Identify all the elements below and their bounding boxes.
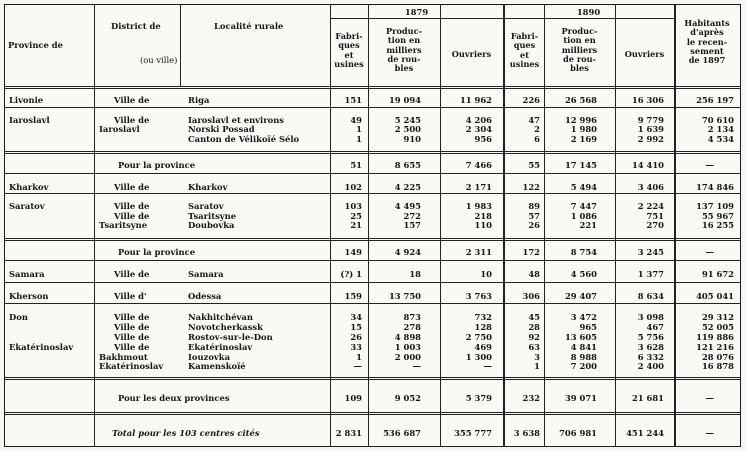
row-rule	[5, 377, 740, 378]
cell-habitants-1897: 55 967	[701, 211, 734, 221]
cell-ouvriers-1879: 11 962	[459, 95, 492, 105]
cell-ouvriers-1879: 128	[474, 322, 492, 332]
cell-fabriques-1879: 103	[344, 201, 362, 211]
cell-production-1890: 2 169	[570, 134, 597, 144]
row-rule	[5, 303, 740, 304]
cell-fabriques-1879: 51	[350, 160, 362, 170]
cell-ouvriers-1890: 8 634	[637, 291, 664, 301]
cell-habitants-1897: 16 255	[701, 220, 734, 230]
header-habitants: le recen-	[686, 36, 728, 47]
row-rule	[5, 412, 740, 413]
district-name: Ville de	[114, 312, 150, 322]
cell-habitants-1897: —	[705, 428, 714, 438]
cell-ouvriers-1890: 14 410	[631, 160, 664, 170]
header-production: de rou-	[387, 53, 421, 64]
header-production: milliers	[561, 44, 598, 55]
cell-ouvriers-1890: 467	[646, 322, 664, 332]
cell-fabriques-1879: 34	[350, 312, 362, 322]
cell-fabriques-1879: 151	[344, 95, 362, 105]
cell-production-1890: 4 841	[570, 342, 597, 352]
cell-ouvriers-1890: 270	[646, 220, 664, 230]
year-rule	[330, 18, 676, 19]
cell-fabriques-1879: —	[353, 361, 362, 371]
cell-production-1890: 4 560	[570, 269, 597, 279]
cell-fabriques-1879: 21	[350, 220, 362, 230]
province-name: Saratov	[9, 201, 45, 211]
cell-production-1890: 1 980	[570, 124, 597, 134]
province-name: Don	[9, 312, 28, 322]
header-fabriques: usines	[334, 58, 364, 69]
district-name: Ville de	[114, 95, 150, 105]
cell-habitants-1897: 16 878	[701, 361, 734, 371]
localite-name: Nakhitchévan	[188, 312, 253, 322]
cell-fabriques-1890: 26	[528, 220, 540, 230]
cell-production-1879: 5 245	[394, 115, 421, 125]
cell-production-1890: 965	[579, 322, 597, 332]
cell-production-1879: 4 225	[394, 182, 421, 192]
cell-production-1879: 8 655	[394, 160, 421, 170]
cell-habitants-1897: 29 312	[701, 312, 734, 322]
row-rule	[5, 238, 740, 239]
cell-habitants-1897: 70 610	[701, 115, 734, 125]
cell-production-1879: 4 924	[394, 247, 421, 257]
cell-production-1890: 8 988	[570, 352, 597, 362]
cell-production-1890: 29 407	[564, 291, 597, 301]
localite-name: Doubovka	[188, 220, 235, 230]
cell-fabriques-1890: 28	[528, 322, 540, 332]
cell-production-1879: 1 003	[394, 342, 421, 352]
summary-label: Pour la province	[118, 247, 196, 257]
district-name: Ville de	[114, 322, 150, 332]
header-habitants: Habitants	[684, 18, 730, 28]
header-fabriques: et	[520, 49, 529, 60]
cell-ouvriers-1879: 2 304	[465, 124, 492, 134]
cell-habitants-1897: 4 534	[707, 134, 734, 144]
header-fabriques: et	[344, 49, 354, 60]
cell-production-1890: 3 472	[570, 312, 597, 322]
localite-name: Canton de Vélikoïé Sélo	[188, 134, 300, 144]
header-district: District de	[111, 21, 161, 31]
cell-production-1890: 221	[579, 220, 597, 230]
localite-name: Norski Possad	[188, 124, 255, 134]
cell-production-1890: 17 145	[564, 160, 597, 170]
cell-fabriques-1890: 48	[528, 269, 540, 279]
cell-production-1879: 9 052	[394, 393, 421, 403]
header-production: tion en	[563, 35, 596, 46]
cell-ouvriers-1890: 16 306	[631, 95, 664, 105]
cell-production-1890: 706 981	[559, 428, 597, 438]
cell-fabriques-1890: 232	[522, 393, 540, 403]
cell-ouvriers-1890: 2 992	[637, 134, 664, 144]
localite-name: Iaroslavl et environs	[188, 115, 285, 125]
header-habitants: d'après	[690, 27, 724, 38]
summary-label: Total pour les 103 centres cités	[112, 428, 260, 438]
cell-fabriques-1879: 149	[344, 247, 362, 257]
district-name: Ville de	[114, 182, 150, 192]
cell-fabriques-1890: 6	[534, 134, 540, 144]
province-name: Ekatérinoslav	[9, 342, 74, 352]
header-district-sub: (ou ville)	[140, 55, 178, 65]
cell-habitants-1897: —	[705, 247, 714, 257]
cell-habitants-1897: 405 041	[696, 291, 734, 301]
province-name: Samara	[9, 269, 45, 279]
cell-ouvriers-1879: 2 750	[465, 332, 492, 342]
cell-ouvriers-1890: 6 332	[637, 352, 664, 362]
cell-habitants-1897: 174 846	[696, 182, 734, 192]
cell-habitants-1897: 91 672	[701, 269, 734, 279]
localite-name: Kamenskoïé	[188, 361, 246, 371]
cell-ouvriers-1879: 469	[474, 342, 492, 352]
header-localite: Localité rurale	[214, 21, 284, 31]
cell-ouvriers-1890: 1 639	[637, 124, 664, 134]
cell-fabriques-1879: 26	[350, 332, 362, 342]
header-year-1890: 1890	[576, 7, 601, 17]
cell-ouvriers-1890: 2 224	[637, 201, 664, 211]
row-rule	[5, 173, 740, 174]
cell-fabriques-1879: 109	[344, 393, 362, 403]
header-ouvriers: Ouvriers	[451, 49, 492, 59]
cell-fabriques-1879: 2 831	[335, 428, 362, 438]
cell-production-1879: 4 898	[394, 332, 421, 342]
cell-habitants-1897: 256 197	[696, 95, 734, 105]
header-production: bles	[394, 63, 414, 74]
province-name: Kherson	[9, 291, 49, 301]
header-production: Produc-	[561, 26, 598, 36]
cell-ouvriers-1879: 956	[474, 134, 492, 144]
cell-production-1890: 1 086	[570, 211, 597, 221]
header-production: Produc-	[386, 26, 422, 36]
header-fabriques: ques	[513, 40, 536, 51]
cell-production-1879: 157	[403, 220, 421, 230]
cell-ouvriers-1890: 9 779	[637, 115, 664, 125]
cell-ouvriers-1879: 4 206	[465, 115, 492, 125]
district-name: Tsaritsyne	[99, 220, 148, 230]
cell-ouvriers-1879: —	[483, 361, 492, 371]
cell-ouvriers-1890: 3 628	[637, 342, 664, 352]
header-habitants: de 1897	[688, 55, 726, 66]
cell-production-1890: 5 494	[570, 182, 597, 192]
header-production: de rou-	[563, 53, 596, 64]
cell-habitants-1897: 2 134	[707, 124, 734, 134]
cell-ouvriers-1890: 21 681	[631, 393, 664, 403]
cell-fabriques-1879: 15	[350, 322, 362, 332]
row-rule	[5, 240, 740, 241]
cell-production-1890: 12 996	[564, 115, 597, 125]
cell-fabriques-1890: 89	[528, 201, 540, 211]
cell-production-1890: 7 200	[570, 361, 597, 371]
cell-fabriques-1890: 3 638	[513, 428, 540, 438]
summary-label: Pour les deux provinces	[118, 393, 230, 403]
district-name: Ville d'	[114, 291, 147, 301]
localite-name: Iouzovka	[188, 352, 231, 362]
header-production: bles	[570, 63, 589, 74]
cell-ouvriers-1879: 10	[480, 269, 492, 279]
cell-ouvriers-1879: 5 379	[465, 393, 492, 403]
row-rule	[5, 151, 740, 152]
cell-fabriques-1890: 172	[522, 247, 540, 257]
cell-fabriques-1890: 47	[528, 115, 540, 125]
cell-habitants-1897: 121 216	[696, 342, 734, 352]
cell-fabriques-1879: 1	[356, 124, 362, 134]
cell-fabriques-1890: 1	[534, 361, 540, 371]
cell-ouvriers-1879: 1 300	[465, 352, 492, 362]
province-name: Livonie	[9, 95, 44, 105]
district-name: Ville de	[114, 201, 150, 211]
cell-production-1879: 873	[403, 312, 421, 322]
header-production: milliers	[386, 44, 422, 55]
province-name: Iaroslavl	[9, 115, 50, 125]
district-name: Ville de	[114, 211, 150, 221]
cell-ouvriers-1890: 751	[646, 211, 664, 221]
cell-fabriques-1890: 55	[528, 160, 540, 170]
header-province: Province de	[8, 40, 63, 50]
cell-fabriques-1879: 49	[350, 115, 362, 125]
cell-ouvriers-1879: 2 171	[465, 182, 492, 192]
header-fabriques: Fabri-	[335, 31, 363, 41]
district-name: Ville de	[114, 332, 150, 342]
cell-fabriques-1879: 33	[350, 342, 362, 352]
cell-fabriques-1879: 1	[356, 134, 362, 144]
cell-production-1879: 2 500	[394, 124, 421, 134]
cell-habitants-1897: —	[705, 160, 714, 170]
cell-fabriques-1890: 2	[534, 124, 540, 134]
cell-production-1879: 278	[403, 322, 421, 332]
cell-fabriques-1879: 102	[344, 182, 362, 192]
summary-label: Pour la province	[118, 160, 196, 170]
row-rule	[5, 282, 740, 283]
cell-production-1879: 13 750	[388, 291, 421, 301]
cell-fabriques-1879: 1	[356, 352, 362, 362]
header-year-1879: 1879	[404, 7, 429, 17]
localite-name: Rostov-sur-le-Don	[188, 332, 273, 342]
cell-production-1879: 4 495	[394, 201, 421, 211]
district-name: Ekatérinoslav	[99, 361, 164, 371]
cell-ouvriers-1879: 218	[474, 211, 492, 221]
cell-fabriques-1890: 306	[522, 291, 540, 301]
cell-habitants-1897: 52 005	[701, 322, 734, 332]
header-habitants: sement	[690, 45, 724, 56]
localite-name: Saratov	[188, 201, 224, 211]
cell-ouvriers-1890: 451 244	[626, 428, 664, 438]
localite-name: Odessa	[188, 291, 222, 301]
column-rule	[180, 5, 181, 86]
district-name: Ville de	[114, 269, 150, 279]
localite-name: Samara	[188, 269, 224, 279]
cell-habitants-1897: 137 109	[696, 201, 734, 211]
district-name: Bakhmout	[99, 352, 148, 362]
localite-name: Novotcherkassk	[188, 322, 263, 332]
district-name: Ville de	[114, 115, 150, 125]
cell-production-1890: 13 605	[564, 332, 597, 342]
row-rule	[5, 414, 740, 415]
cell-ouvriers-1879: 1 983	[465, 201, 492, 211]
cell-production-1890: 7 447	[570, 201, 597, 211]
cell-production-1879: 536 687	[383, 428, 421, 438]
row-rule	[5, 379, 740, 380]
row-rule	[5, 193, 740, 194]
header-ouvriers: Ouvriers	[624, 49, 665, 59]
cell-habitants-1897: —	[705, 393, 714, 403]
header-production: tion en	[387, 35, 421, 46]
cell-fabriques-1890: 63	[528, 342, 540, 352]
row-rule	[5, 153, 740, 154]
cell-production-1879: 910	[403, 134, 421, 144]
district-name: Ville de	[114, 342, 150, 352]
header-fabriques: Fabri-	[510, 31, 539, 41]
header-fabriques: ques	[338, 40, 360, 51]
localite-name: Kharkov	[188, 182, 228, 192]
cell-production-1879: 18	[409, 269, 421, 279]
cell-production-1890: 39 071	[564, 393, 597, 403]
cell-production-1890: 26 568	[564, 95, 597, 105]
cell-fabriques-1879: 25	[350, 211, 362, 221]
cell-production-1879: 19 094	[388, 95, 421, 105]
cell-fabriques-1890: 45	[528, 312, 540, 322]
row-rule	[5, 107, 740, 108]
cell-ouvriers-1890: 3 098	[637, 312, 664, 322]
cell-ouvriers-1879: 7 466	[465, 160, 492, 170]
cell-production-1879: 2 000	[394, 352, 421, 362]
cell-ouvriers-1890: 2 400	[637, 361, 664, 371]
cell-ouvriers-1890: 3 245	[637, 247, 664, 257]
cell-ouvriers-1879: 2 311	[465, 247, 492, 257]
province-name: Kharkov	[9, 182, 49, 192]
cell-fabriques-1890: 3	[534, 352, 540, 362]
cell-habitants-1897: 28 076	[701, 352, 734, 362]
cell-fabriques-1879: 159	[344, 291, 362, 301]
cell-production-1890: 8 754	[570, 247, 597, 257]
cell-fabriques-1890: 122	[522, 182, 540, 192]
cell-production-1879: 272	[403, 211, 421, 221]
cell-fabriques-1890: 57	[528, 211, 540, 221]
cell-habitants-1897: 119 886	[696, 332, 734, 342]
cell-ouvriers-1890: 1 377	[637, 269, 664, 279]
cell-fabriques-1879: (?) 1	[340, 269, 362, 279]
cell-ouvriers-1879: 355 777	[454, 428, 492, 438]
localite-name: Riga	[188, 95, 210, 105]
cell-ouvriers-1879: 3 763	[465, 291, 492, 301]
row-rule	[5, 260, 740, 261]
cell-ouvriers-1879: 110	[474, 220, 492, 230]
header-rule	[5, 88, 740, 89]
cell-fabriques-1890: 92	[528, 332, 540, 342]
district-name: Iaroslavl	[99, 124, 140, 134]
cell-ouvriers-1890: 3 406	[637, 182, 664, 192]
cell-production-1879: —	[412, 361, 421, 371]
cell-ouvriers-1890: 5 756	[637, 332, 664, 342]
localite-name: Tsaritsyne	[188, 211, 237, 221]
cell-ouvriers-1879: 732	[474, 312, 492, 322]
localite-name: Ekatérinoslav	[188, 342, 253, 352]
header-fabriques: usines	[509, 58, 540, 69]
cell-fabriques-1890: 226	[522, 95, 540, 105]
